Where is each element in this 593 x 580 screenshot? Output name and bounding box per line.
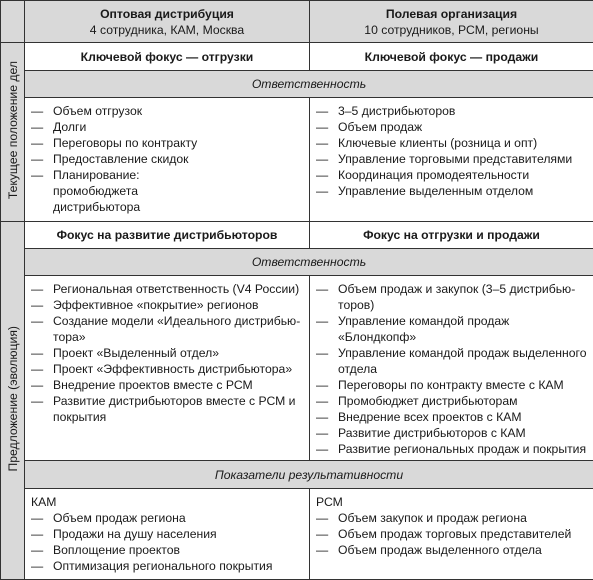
list-item: — Эффективное «покрытие» регионов [25, 297, 309, 313]
list-item: — Переговоры по контракту вместе с КАМ [310, 377, 593, 393]
kpi-label: КАМ [25, 494, 309, 510]
list-item: — Развитие дистрибьюторов вместе с РСМ и покрытия [25, 393, 309, 425]
list-item: — Воплощение проектов [25, 542, 309, 558]
column-title: Полевая организация [310, 6, 593, 22]
kpi-label: РСМ [310, 494, 593, 510]
list-item: — Развитие дистрибьюторов с КАМ [310, 425, 593, 441]
list-item: — Переговоры по контракту [25, 135, 309, 151]
list-item: — 3–5 дистрибьюторов [310, 103, 593, 119]
focus-proposal-2: Фокус на отгрузки и продажи [310, 222, 593, 249]
list-item: — Управление выделенным отделом [310, 183, 593, 199]
list-item: — Ключевые клиенты (розница и опт) [310, 135, 593, 151]
list-item: — Управление командой продаж выделенного отдела [310, 345, 593, 377]
focus-proposal-1: Фокус на развитие дистрибьюторов [25, 222, 310, 249]
list-item: — Долги [25, 119, 309, 135]
side-label-current: Текущее положение дел [1, 43, 25, 222]
list-item: — Региональная ответственность (V4 России) [25, 281, 309, 297]
list-item: — Планирование: промобюджета дистрибьютора [25, 167, 309, 215]
column-subtitle: 10 сотрудников, РСМ, регионы [310, 22, 593, 38]
list-item: — Проект «Выделенный отдел» [25, 345, 309, 361]
list-current-wholesale [25, 98, 310, 222]
side-label-proposal: Предложение (эволюция) [1, 222, 25, 580]
list-item: — Объем продаж торговых представителей [310, 526, 593, 542]
section-responsibility-proposal: Ответственность [25, 249, 593, 276]
list-item: — Проект «Эффективность дистрибьютора» [25, 361, 309, 377]
list-item: — Развитие региональных продаж и покрытия [310, 441, 593, 457]
list-item: — Внедрение всех проектов с КАМ [310, 409, 593, 425]
kpi-rsm [310, 489, 593, 580]
column-title: Оптовая дистрибуция [25, 6, 309, 22]
corner-cell [1, 1, 25, 43]
list-current-field [310, 98, 593, 222]
list-item: — Объем продаж региона [25, 510, 309, 526]
list-item: — Объем продаж [310, 119, 593, 135]
list-item: — Предоставление скидок [25, 151, 309, 167]
list-item: — Управление торговыми представителями [310, 151, 593, 167]
list-proposal-field [310, 276, 593, 461]
list-item: — Объем закупок и продаж региона [310, 510, 593, 526]
column-header-field [310, 1, 593, 43]
focus-current-1: Ключевой фокус — отгрузки [25, 43, 310, 71]
section-responsibility-current: Ответственность [25, 71, 593, 98]
column-subtitle: 4 сотрудника, КАМ, Москва [25, 22, 309, 38]
list-item: — Объем продаж выделенного отдела [310, 542, 593, 558]
section-kpi: Показатели результативности [25, 461, 593, 489]
list-item: — Промобюджет дистрибьюторам [310, 393, 593, 409]
list-proposal-wholesale [25, 276, 310, 461]
column-header-wholesale [25, 1, 310, 43]
list-item: — Объем отгрузок [25, 103, 309, 119]
focus-current-2: Ключевой фокус — продажи [310, 43, 593, 71]
list-item: — Внедрение проектов вместе с РСМ [25, 377, 309, 393]
kpi-kam [25, 489, 310, 580]
list-item: — Продажи на душу населения [25, 526, 309, 542]
list-item: — Оптимизация регионального покрытия [25, 558, 309, 574]
list-item: — Координация промодеятельности [310, 167, 593, 183]
list-item: — Создание модели «Идеального дистрибьютора» [25, 313, 309, 345]
list-item: — Управление командой продаж «Блондкопф» [310, 313, 593, 345]
list-item: — Объем продаж и закупок (3–5 дистрибьюторов) [310, 281, 593, 313]
